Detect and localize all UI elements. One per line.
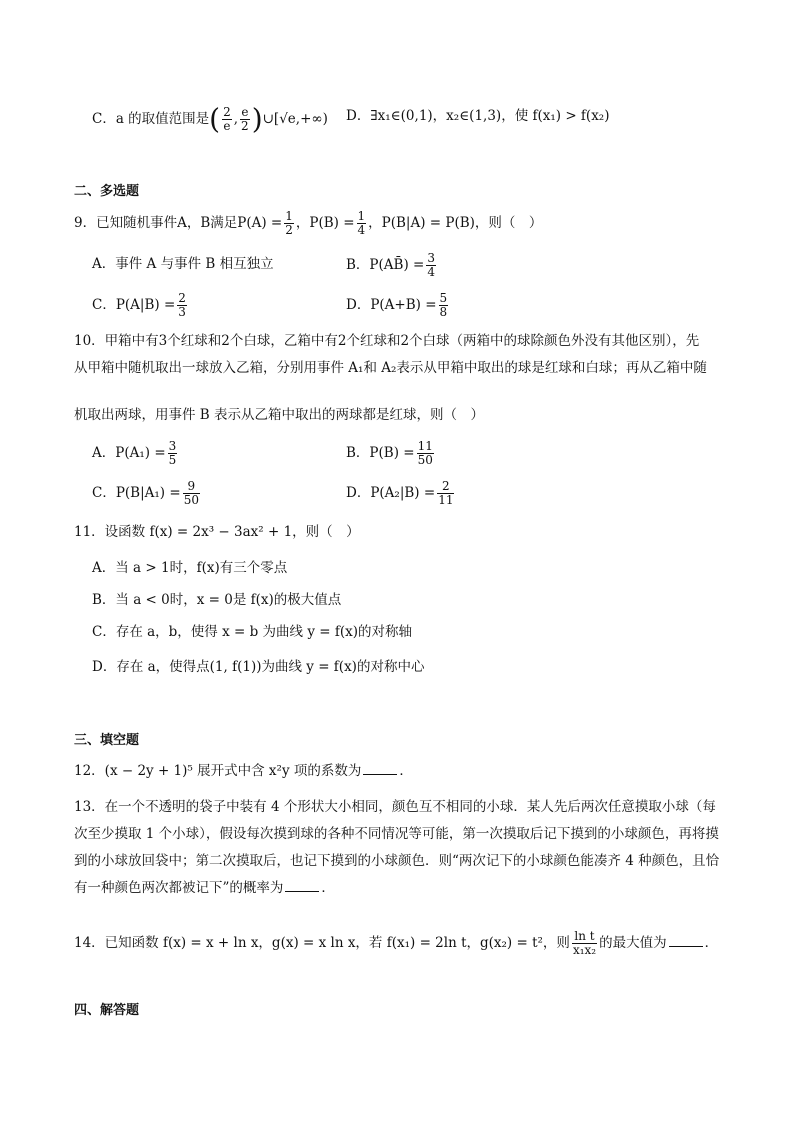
q10-b-frac: $\frac{11}{50}$	[417, 439, 433, 467]
q11-option-d: D．存在 a，使得点(1, f(1))为曲线 y = f(x)的对称中心	[92, 659, 425, 675]
q13-text: 13．在一个不透明的袋子中装有 4 个形状大小相同，颜色互不相同的小球．某人先后两次任意摸取小球（每次至少摸取 1 个小球），假设每次摸到球的各种不同情况等可能，第一次摸取后记下摸到的小球颜色，再将摸到的小球放回袋中；第二次摸取后，也记下摸到的小球颜色．则“两次记下的小球颜色能凑齐 4 种颜色，且恰有一种颜色两次都被记下”的概率为 ．	[74, 799, 720, 896]
q9-pb-frac: $\frac{1}{4}$	[357, 209, 366, 237]
q9-option-d: D．P(A+B) = $\frac{5}{8}$	[346, 291, 448, 319]
q8-option-c-text: C．a 的取值范围是	[92, 111, 210, 127]
q12-answer-blank	[363, 762, 397, 775]
q8-option-c-tail: ∪[√e,+∞)	[262, 111, 328, 127]
q8-c-frac-2: $\frac{e}{2}$	[241, 105, 249, 133]
q9-c-frac: $\frac{2}{3}$	[178, 291, 186, 319]
q8-option-d: D．∃x₁∈(0,1)，x₂∈(1,3)，使 f(x₁) > f(x₂)	[346, 108, 610, 124]
q8-c-frac-1: $\frac{2}{e}$	[223, 105, 231, 133]
q9-option-c: C．P(A|B) = $\frac{2}{3}$	[92, 291, 186, 319]
q10-option-a: A．P(A₁) = $\frac{3}{5}$	[92, 439, 177, 467]
q9-option-b: B．P(AB̄) = $\frac{3}{4}$	[346, 251, 435, 279]
q12-text: 12．(x − 2y + 1)⁵ 展开式中含 x²y 项的系数为 ．	[74, 763, 413, 779]
q11-option-c: C．存在 a，b，使得 x = b 为曲线 y = f(x)的对称轴	[92, 624, 412, 640]
q8-option-c: C．a 的取值范围是( $\frac{2}{e}$ , $\frac{e}{2}$ )∪[√e,+∞)	[92, 102, 328, 136]
q9-pa-frac: $\frac{1}{2}$	[285, 209, 293, 237]
q13-answer-blank	[285, 879, 319, 892]
q9-b-frac: $\frac{3}{4}$	[427, 251, 435, 279]
q10-option-b: B．P(B) = $\frac{11}{50}$	[346, 439, 433, 467]
q9-d-frac: $\frac{5}{8}$	[439, 291, 448, 319]
section-heading-multi: 二、多选题	[74, 184, 140, 199]
q9-option-a: A．事件 A 与事件 B 相互独立	[92, 256, 274, 272]
section-heading-fill: 三、填空题	[74, 733, 140, 748]
q10-line-2: 从甲箱中随机取出一球放入乙箱，分别用事件 A₁和 A₂表示从甲箱中取出的球是红球和白球；再从乙箱中随	[74, 360, 707, 376]
q14-text: 14．已知函数 f(x) = x + ln x，g(x) = x ln x，若 f(x₁) = 2ln t，g(x₂) = t²，则 $\frac{\text{ln t}}{\text{x₁x₂}}$ 的最大值为 ．	[74, 929, 719, 957]
q10-line-3: 机取出两球，用事件 B 表示从乙箱中取出的两球都是红球，则（ ）	[74, 407, 485, 423]
q10-d-frac: $\frac{2}{11}$	[438, 479, 454, 507]
q10-option-c: C．P(B|A₁) = $\frac{9}{50}$	[92, 479, 199, 507]
q11-option-b: B．当 a < 0时，x = 0是 f(x)的极大值点	[92, 592, 342, 608]
q9-stem: 9．已知随机事件A，B满足P(A) = $\frac{1}{2}$ ，P(B) = $\frac{1}{4}$ ，P(B|A) = P(B)，则（ ）	[74, 209, 543, 237]
q11-stem: 11．设函数 f(x) = 2x³ − 3ax² + 1，则（ ）	[74, 524, 360, 540]
q10-a-frac: $\frac{3}{5}$	[168, 439, 177, 467]
section-heading-solve: 四、解答题	[74, 1003, 140, 1018]
q14-answer-blank	[669, 934, 703, 947]
q10-c-frac: $\frac{9}{50}$	[183, 479, 199, 507]
q10-option-d: D．P(A₂|B) = $\frac{2}{11}$	[346, 479, 454, 507]
q10-line-1: 10．甲箱中有3个红球和2个白球，乙箱中有2个红球和2个白球（两箱中的球除颜色外没有其他区别），先	[74, 333, 700, 349]
q11-option-a: A．当 a > 1时，f(x)有三个零点	[92, 560, 288, 576]
q14-frac: $\frac{\text{ln t}}{\text{x₁x₂}}$	[572, 929, 597, 957]
